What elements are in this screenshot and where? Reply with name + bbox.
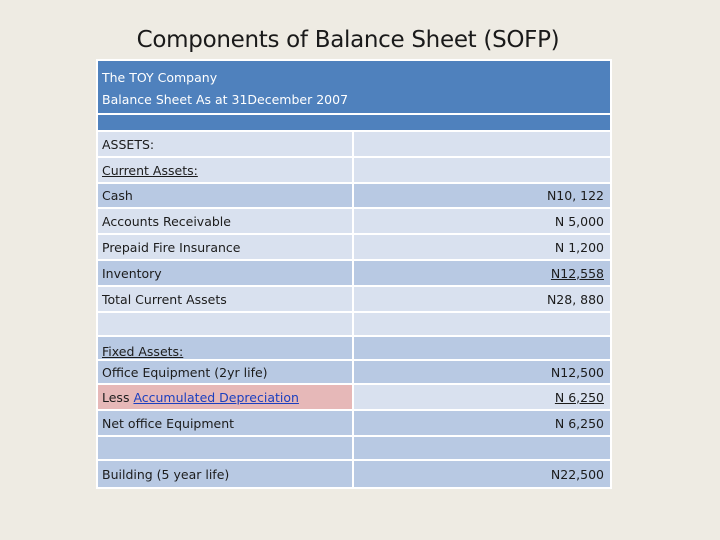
row-value: N12,500 (353, 360, 611, 384)
table-row (97, 260, 611, 286)
table-row (97, 131, 611, 157)
row-value: N 6,250 (353, 410, 611, 436)
table-row (97, 460, 611, 488)
row-label: Office Equipment (2yr life) (97, 360, 353, 384)
row-value: N12,558 (550, 265, 604, 281)
spacer-row (97, 436, 611, 460)
row-value: N28, 880 (353, 286, 611, 312)
table-row (97, 286, 611, 312)
row-label: Net office Equipment (97, 410, 353, 436)
fixed-assets-heading: Fixed Assets: (102, 344, 184, 359)
balance-sheet-table (96, 59, 612, 489)
accumulated-depreciation-link[interactable]: Accumulated Depreciation (133, 389, 299, 405)
table-header-row (97, 60, 611, 114)
table-row (97, 410, 611, 436)
row-label: Building (5 year life) (97, 460, 353, 488)
spacer-row (97, 312, 611, 336)
row-label: Accounts Receivable (97, 208, 353, 234)
page-title: Components of Balance Sheet (SOFP) (136, 27, 560, 53)
row-label: Total Current Assets (97, 286, 353, 312)
row-label: Prepaid Fire Insurance (97, 234, 353, 260)
row-label: Cash (97, 183, 353, 208)
current-assets-heading: Current Assets: (102, 162, 198, 178)
table-row (97, 183, 611, 208)
statement-date: Balance Sheet As at 31December 2007 (102, 92, 349, 107)
row-value: N22,500 (353, 460, 611, 488)
table-row (97, 336, 611, 360)
table-row (97, 157, 611, 183)
spacer-row (97, 114, 611, 131)
row-value: N 6,250 (554, 389, 604, 405)
row-value: N 5,000 (353, 208, 611, 234)
row-label: Inventory (97, 260, 353, 286)
row-value: N10, 122 (353, 183, 611, 208)
assets-heading: ASSETS: (97, 131, 353, 157)
table-row (97, 384, 611, 410)
company-name: The TOY Company (102, 70, 218, 85)
table-row (97, 234, 611, 260)
table-row (97, 360, 611, 384)
table-header-cell (97, 60, 611, 114)
less-prefix: Less (102, 389, 134, 405)
table-row (97, 208, 611, 234)
row-value: N 1,200 (353, 234, 611, 260)
